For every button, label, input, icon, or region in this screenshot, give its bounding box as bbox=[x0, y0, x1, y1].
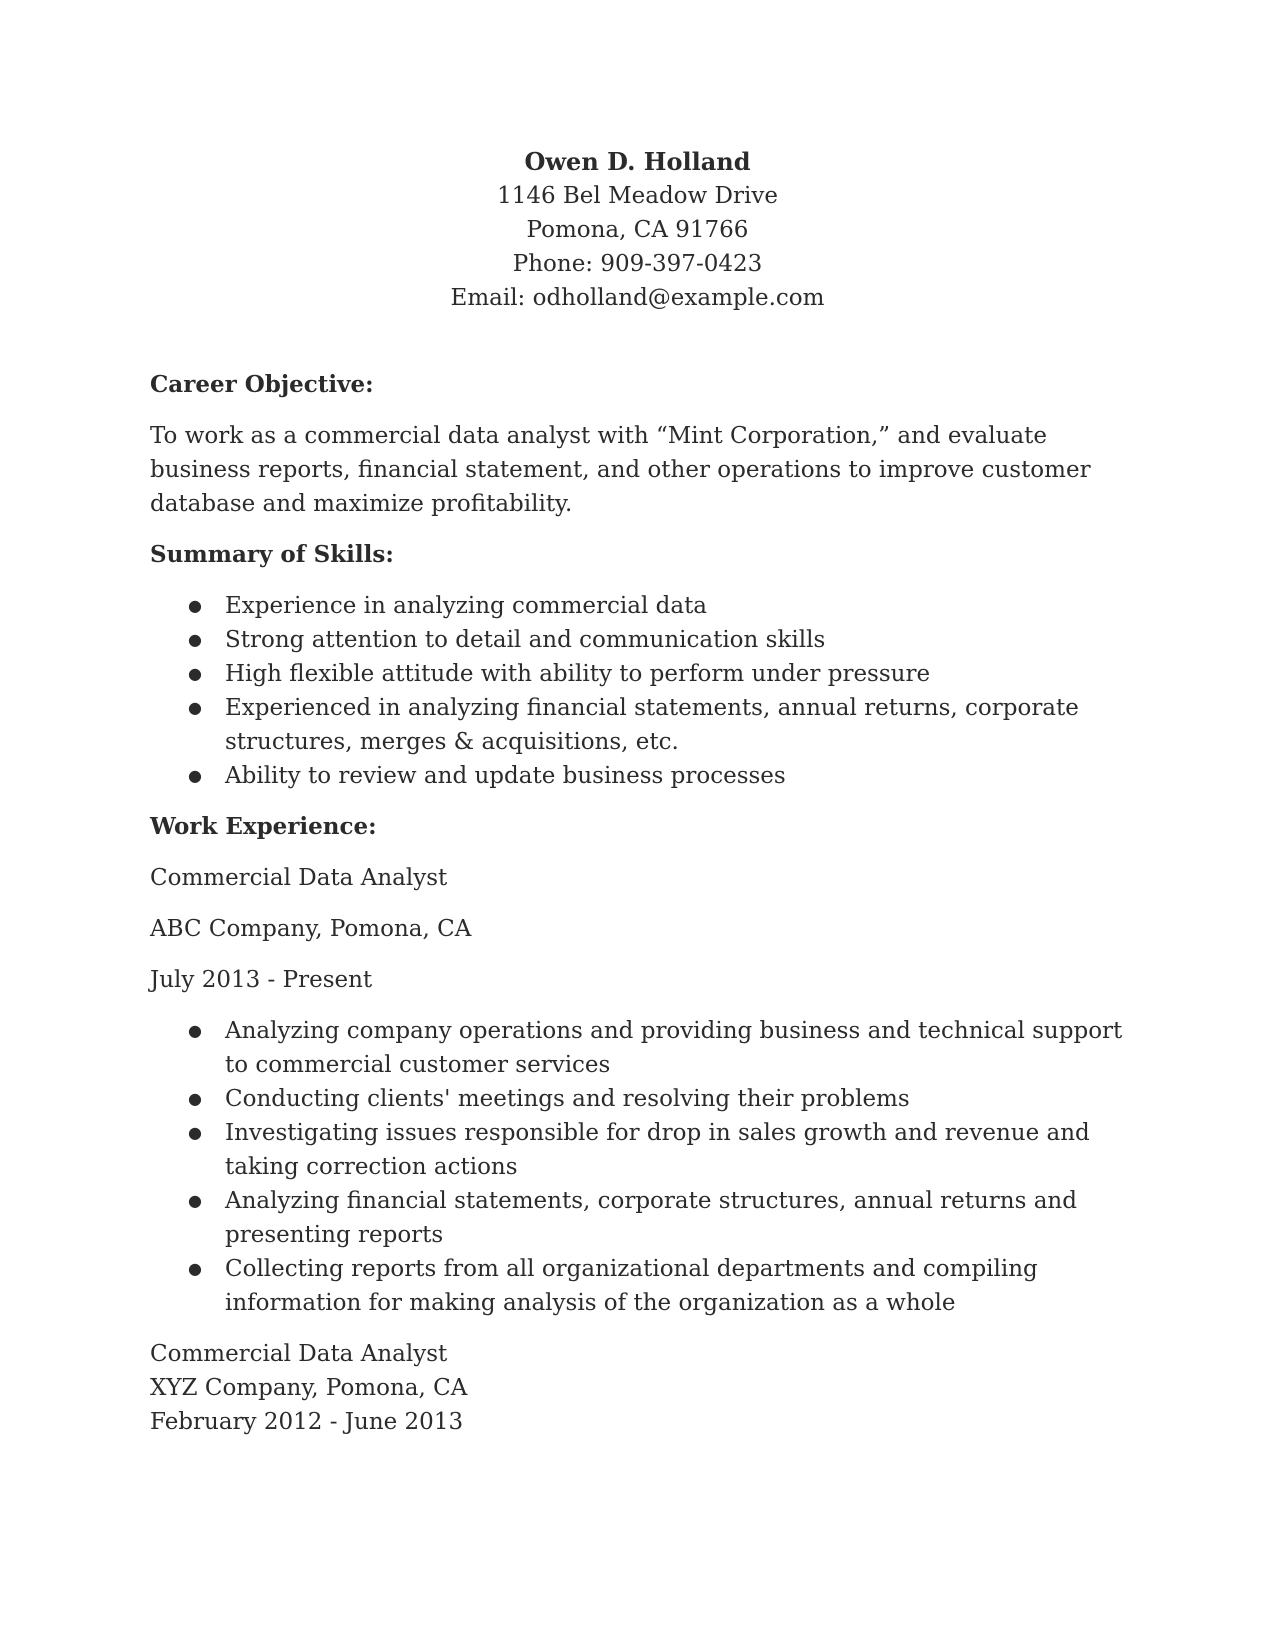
list-item: ● Experience in analyzing commercial data bbox=[150, 589, 1125, 623]
job-dates: February 2012 - June 2013 bbox=[150, 1409, 464, 1435]
list-item: ● Analyzing financial statements, corporate structures, annual returns and presenting reports bbox=[150, 1184, 1125, 1252]
list-item: ● Conducting clients' meetings and resolving their problems bbox=[150, 1082, 1125, 1116]
job-title: Commercial Data Analyst bbox=[150, 865, 448, 891]
experience-heading: Work Experience: bbox=[150, 813, 377, 840]
objective-heading: Career Objective: bbox=[150, 371, 374, 398]
candidate-name: Owen D. Holland bbox=[524, 147, 751, 176]
resume-body bbox=[150, 368, 1125, 1439]
objective-text: To work as a commercial data analyst with “Mint Corporation,” and evaluate business reports, financial statement, and other operations to improve customer database and maximize profitability. bbox=[150, 423, 1091, 517]
list-item: ● Ability to review and update business processes bbox=[150, 759, 1125, 793]
list-item: ● Analyzing company operations and providing business and technical support to commercial customer services bbox=[150, 1014, 1125, 1082]
phone-line: Phone: 909-397-0423 bbox=[512, 251, 763, 277]
list-item: ● High flexible attitude with ability to perform under pressure bbox=[150, 657, 1125, 691]
bullet-icon: ● bbox=[188, 1123, 202, 1142]
list-item: ● Investigating issues responsible for drop in sales growth and revenue and taking correction actions bbox=[150, 1116, 1125, 1184]
bullet-icon: ● bbox=[188, 1089, 202, 1108]
address-line-2: Pomona, CA 91766 bbox=[526, 217, 749, 243]
contact-header bbox=[0, 145, 1275, 315]
bullet-icon: ● bbox=[188, 1191, 202, 1210]
bullet-icon: ● bbox=[188, 698, 202, 717]
bullet-icon: ● bbox=[188, 766, 202, 785]
address-line-1: 1146 Bel Meadow Drive bbox=[497, 183, 778, 209]
list-item: ● Collecting reports from all organizational departments and compiling information for making analysis of the organization as a whole bbox=[150, 1252, 1125, 1320]
bullet-icon: ● bbox=[188, 596, 202, 615]
email-line: Email: odholland@example.com bbox=[450, 285, 825, 311]
skills-list bbox=[150, 589, 1125, 793]
bullet-icon: ● bbox=[188, 630, 202, 649]
job-dates: July 2013 - Present bbox=[150, 967, 373, 993]
list-item: ● Strong attention to detail and communication skills bbox=[150, 623, 1125, 657]
bullet-icon: ● bbox=[188, 664, 202, 683]
job-company: ABC Company, Pomona, CA bbox=[150, 916, 472, 942]
job-entry-2 bbox=[150, 1337, 1125, 1439]
job-company: XYZ Company, Pomona, CA bbox=[150, 1375, 468, 1401]
skills-heading: Summary of Skills: bbox=[150, 541, 394, 568]
job-title: Commercial Data Analyst bbox=[150, 1341, 448, 1367]
list-item: ● Experienced in analyzing financial statements, annual returns, corporate structures, merges & acquisitions, etc. bbox=[150, 691, 1125, 759]
bullet-icon: ● bbox=[188, 1021, 202, 1040]
job-duties-list bbox=[150, 1014, 1125, 1320]
bullet-icon: ● bbox=[188, 1259, 202, 1278]
